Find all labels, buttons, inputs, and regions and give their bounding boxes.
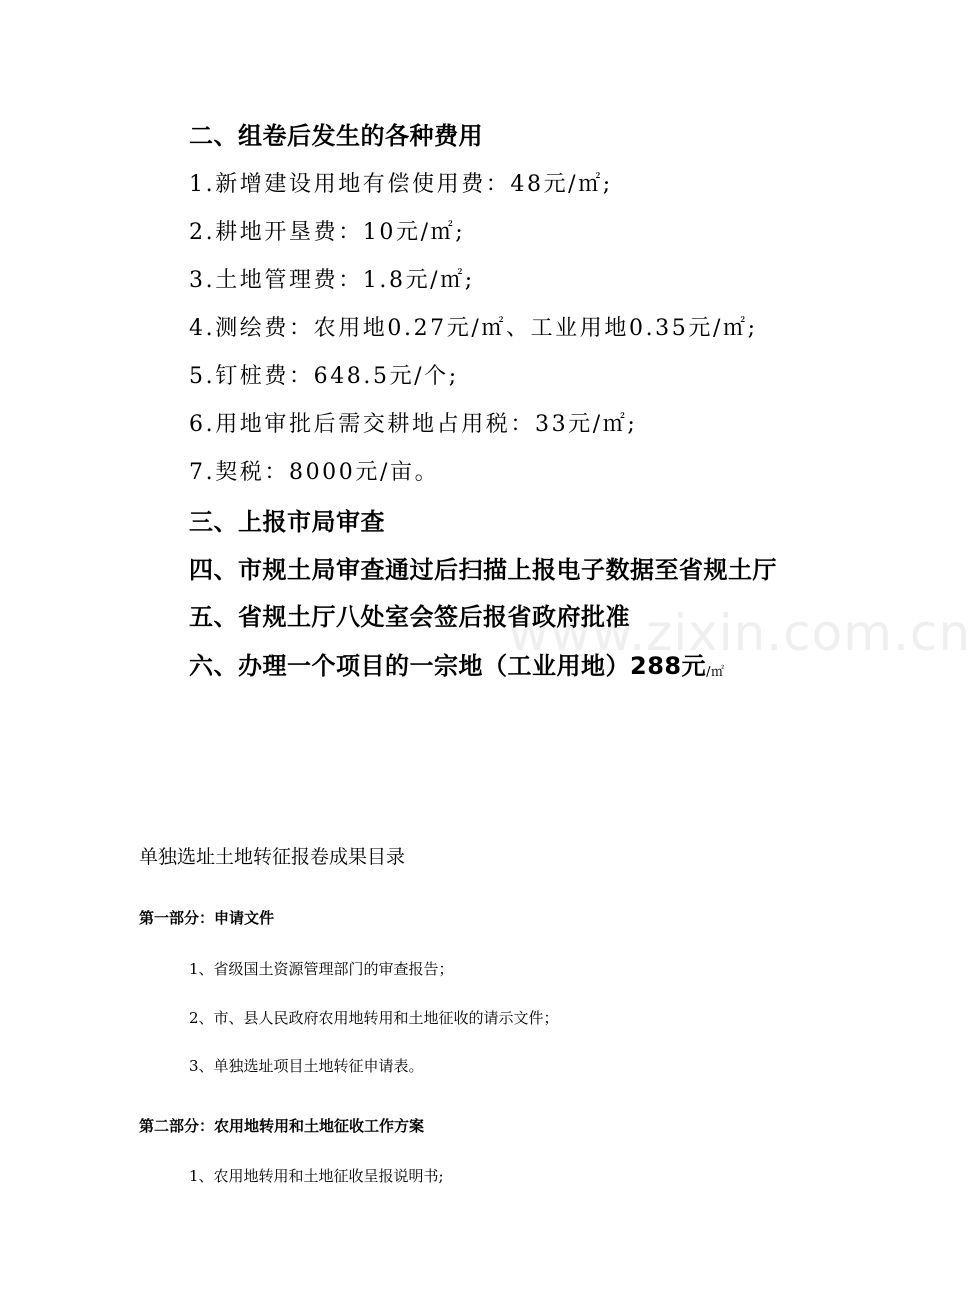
fee-item-4: 4.测绘费：农用地0.27元/㎡、工业用地0.35元/㎡; <box>189 316 758 341</box>
part2-heading: 第二部分：农用地转用和土地征收工作方案 <box>139 1117 425 1135</box>
step-heading-6-unit: /㎡ <box>706 665 725 680</box>
fee-item-2: 2.耕地开垦费：10元/㎡; <box>189 220 466 245</box>
part1-heading: 第一部分：申请文件 <box>139 909 275 927</box>
fee-item-3: 3.土地管理费：1.8元/㎡; <box>189 268 475 293</box>
catalog-title: 单独选址土地转征报卷成果目录 <box>139 846 406 868</box>
fee-item-5: 5.钉桩费：648.5元/个; <box>189 364 459 389</box>
step-heading-4: 四、市规土局审查通过后扫描上报电子数据至省规土厅 <box>189 556 777 584</box>
part1-item-1: 1、省级国土资源管理部门的审查报告； <box>189 960 454 978</box>
step-heading-3: 三、上报市局审查 <box>189 508 385 536</box>
part1-item-2: 2、市、县人民政府农用地转用和土地征收的请示文件； <box>189 1009 559 1027</box>
section-heading-fees: 二、组卷后发生的各种费用 <box>189 122 483 150</box>
part1-item-3: 3、单独选址项目土地转征申请表。 <box>189 1057 424 1075</box>
watermark-text: www.zixin.com.cn <box>508 604 971 662</box>
step-heading-5: 五、省规土厅八处室会签后报省政府批准 <box>189 603 630 631</box>
fee-item-7: 7.契税：8000元/亩。 <box>189 460 440 485</box>
step-heading-6 <box>189 654 725 678</box>
fee-item-1: 1.新增建设用地有偿使用费：48元/㎡; <box>189 172 613 197</box>
step-heading-6-text: 六、办理一个项目的一宗地（工业用地）288元 <box>189 652 707 680</box>
fee-item-6: 6.用地审批后需交耕地占用税：33元/㎡; <box>189 412 638 437</box>
part2-item-1: 1、农用地转用和土地征收呈报说明书; <box>189 1167 444 1185</box>
